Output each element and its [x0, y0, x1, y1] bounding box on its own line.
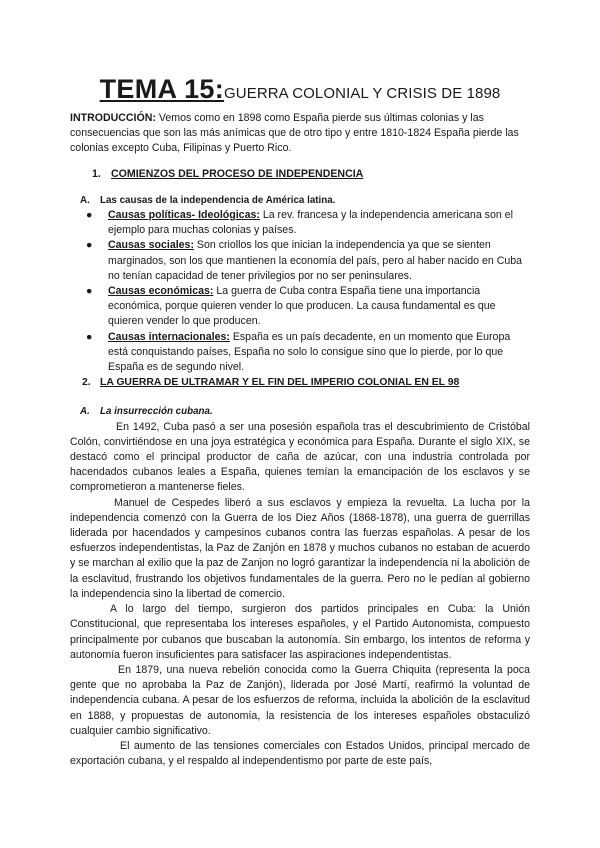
- bullet-icon: ●: [86, 239, 93, 252]
- bullet-icon: ●: [86, 285, 93, 298]
- body-paragraph: En 1492, Cuba pasó a ser una posesión española tras el descubrimiento de Cristóbal Colón, convirtiéndose en una joya estratégica y económica para España. Durante el siglo XIX, se destacó como el principal productor de caña de azúcar, con una industria controlada por hacendados cubanos leales a España, quienes temían la emancipación de los esclavos y se comprometieron a mantenerse fieles.: [70, 420, 530, 494]
- causes-list: [70, 208, 530, 375]
- section-2a-letter: A.: [80, 406, 90, 418]
- intro-label: INTRODUCCIÓN:: [70, 112, 156, 124]
- body-paragraph: En 1879, una nueva rebelión conocida como la Guerra Chiquita (representa la poca gente que no aprobaba la Paz de Zanjón), liderada por José Martí, reafirmó la voluntad de independencia cubana. A pesar de los esfuerzos de reforma, incluida la abolición de la esclavitud en 1888, y propuestas de autonomía, la resistencia de los intereses españoles obstaculizó cualquier cambio significativo.: [70, 663, 530, 737]
- section-2-title: LA GUERRA DE ULTRAMAR Y EL FIN DEL IMPERIO COLONIAL EN EL 98: [100, 377, 460, 389]
- section-2a-title: La insurrección cubana.: [100, 406, 213, 418]
- body-paragraph: A lo largo del tiempo, surgieron dos partidos principales en Cuba: la Unión Constitucional, que representaba los intereses españoles, y el Partido Autonomista, compuesto principalmente por cubanos que buscaban la autonomía. Sin embargo, los intentos de reforma y autonomía fueron insuficientes para satisfacer las aspiraciones independentistas.: [70, 603, 530, 661]
- cause-key: Causas políticas- Ideológicas:: [108, 209, 260, 222]
- title-subject: GUERRA COLONIAL Y CRISIS DE 1898: [224, 85, 501, 102]
- list-item: [70, 238, 530, 284]
- cause-key: Causas sociales:: [108, 239, 194, 252]
- page-title: [0, 74, 600, 105]
- section-1a-title: Las causas de la independencia de América latina.: [100, 194, 336, 206]
- body-paragraph: El aumento de las tensiones comerciales con Estados Unidos, principal mercado de exportación cubana, y el respaldo al independentismo por parte de este país,: [70, 739, 530, 768]
- section-1-title: COMIENZOS DEL PROCESO DE INDEPENDENCIA: [111, 167, 364, 180]
- list-item: [70, 330, 530, 376]
- intro-paragraph: [70, 111, 530, 157]
- list-item: [70, 284, 530, 330]
- section-2-heading: [82, 375, 530, 390]
- cause-text: La guerra de Cuba contra España tiene una importancia económica, porque quieren vender lo que producen. La causa fundamental es que quieren vender lo que producen.: [108, 285, 496, 328]
- section-2-number: 2.: [82, 377, 91, 389]
- section-1-heading: [92, 167, 530, 182]
- document-body: [70, 111, 530, 769]
- cause-key: Causas internacionales:: [108, 330, 230, 343]
- list-item: [70, 208, 530, 238]
- body-paragraph: Manuel de Cespedes liberó a sus esclavos y empieza la revuelta. La lucha por la independencia comenzó con la Guerra de los Diez Años (1868-1878), una guerra de guerrillas liderada por hacendados y campesinos cubanos contra las fuerzas españolas. A pesar de los esfuerzos independentistas, la Paz de Zanjón en 1878 y muchos cubanos no estaban de acuerdo y se marchan al exilio que la paz de Zanjon no logró garantizar la independencia ni la abolición de la esclavitud, frustrando los objetivos fundamentales de la guerra. Pero no le pedían al gobierno la independencia sino la libertad de comercio.: [70, 496, 530, 600]
- bullet-icon: ●: [86, 209, 93, 222]
- bullet-icon: ●: [86, 330, 93, 343]
- section-1a-heading: [80, 193, 530, 208]
- intro-text: Vemos como en 1898 como España pierde sus últimas colonias y las consecuencias que son las más anímicas que de otro tipo y entre 1810-1824 España pierde las colonias excepto Cuba, Filipinas y Puerto Rico.: [70, 112, 519, 155]
- section-1-number: 1.: [92, 167, 101, 180]
- section-2a-heading: [80, 404, 530, 419]
- cause-text: España es un país decadente, en un momento que Europa está conquistando países, España no solo lo consigue sino que lo pierde, por lo que España es de segundo nivel.: [108, 330, 511, 374]
- title-topic: TEMA 15:: [99, 74, 225, 104]
- cause-text: La rev. francesa y la independencia americana son el ejemplo para muchas colonias y países.: [108, 209, 513, 237]
- cause-key: Causas económicas:: [108, 285, 214, 298]
- cause-text: Son criollos los que inician la independencia ya que se sienten marginados, son los que mantienen la economía del país, pero al haber nacido en Cuba no tenían capacidad de tener privilegios por no ser peninsulares.: [108, 239, 523, 282]
- section-1a-letter: A.: [80, 194, 90, 206]
